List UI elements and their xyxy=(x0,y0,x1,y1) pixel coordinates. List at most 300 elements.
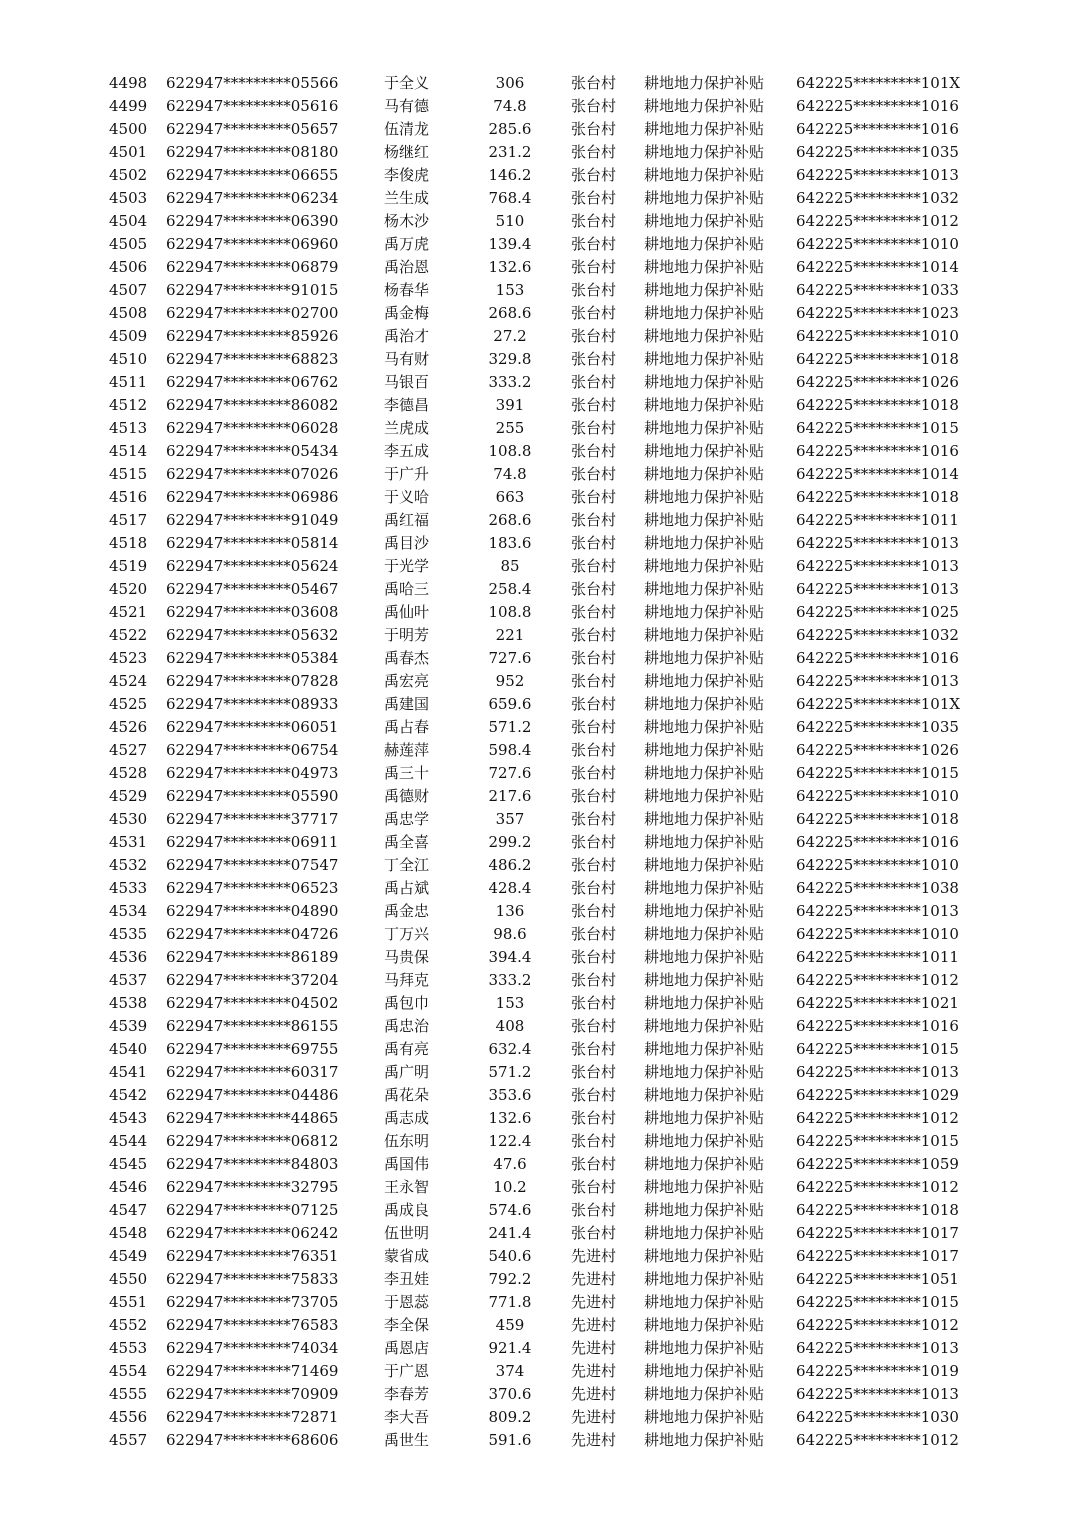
subsidy-type: 耕地地力保护补贴 xyxy=(644,419,765,437)
bank-account: 622947*********08180 xyxy=(166,143,339,161)
row-number: 4539 xyxy=(109,1017,148,1035)
table-row xyxy=(0,95,1074,118)
subsidy-amount: 571.2 xyxy=(488,718,532,736)
subsidy-type: 耕地地力保护补贴 xyxy=(644,1017,765,1035)
village-name: 张台村 xyxy=(571,1040,617,1058)
village-name: 张台村 xyxy=(571,626,617,644)
bank-account: 622947*********84803 xyxy=(166,1155,339,1173)
subsidy-type: 耕地地力保护补贴 xyxy=(644,1040,765,1058)
recipient-name: 丁万兴 xyxy=(384,925,430,943)
village-name: 张台村 xyxy=(571,879,617,897)
village-name: 先进村 xyxy=(571,1339,617,1357)
bank-account: 622947*********06390 xyxy=(166,212,339,230)
table-row xyxy=(0,371,1074,394)
table-row xyxy=(0,647,1074,670)
bank-account: 622947*********07026 xyxy=(166,465,339,483)
id-number: 642225*********1030 xyxy=(796,1408,959,1426)
subsidy-type: 耕地地力保护补贴 xyxy=(644,879,765,897)
subsidy-type: 耕地地力保护补贴 xyxy=(644,396,765,414)
row-number: 4531 xyxy=(109,833,148,851)
table-row xyxy=(0,877,1074,900)
recipient-name: 禹红福 xyxy=(384,511,430,529)
subsidy-table xyxy=(0,72,1074,1452)
village-name: 张台村 xyxy=(571,1155,617,1173)
village-name: 张台村 xyxy=(571,488,617,506)
subsidy-amount: 428.4 xyxy=(488,879,532,897)
bank-account: 622947*********68606 xyxy=(166,1431,339,1449)
table-row xyxy=(0,762,1074,785)
subsidy-amount: 727.6 xyxy=(488,764,532,782)
subsidy-type: 耕地地力保护补贴 xyxy=(644,833,765,851)
table-row xyxy=(0,210,1074,233)
subsidy-amount: 771.8 xyxy=(488,1293,532,1311)
recipient-name: 于光学 xyxy=(384,557,430,575)
row-number: 4510 xyxy=(109,350,148,368)
recipient-name: 于广恩 xyxy=(384,1362,430,1380)
recipient-name: 伍清龙 xyxy=(384,120,430,138)
bank-account: 622947*********07828 xyxy=(166,672,339,690)
row-number: 4544 xyxy=(109,1132,148,1150)
row-number: 4504 xyxy=(109,212,148,230)
id-number: 642225*********1011 xyxy=(796,511,959,529)
table-row xyxy=(0,601,1074,624)
subsidy-amount: 27.2 xyxy=(493,327,527,345)
table-row xyxy=(0,1061,1074,1084)
id-number: 642225*********1011 xyxy=(796,948,959,966)
row-number: 4506 xyxy=(109,258,148,276)
recipient-name: 禹包巾 xyxy=(384,994,430,1012)
id-number: 642225*********1032 xyxy=(796,626,959,644)
recipient-name: 马银百 xyxy=(384,373,430,391)
village-name: 张台村 xyxy=(571,1086,617,1104)
recipient-name: 禹金梅 xyxy=(384,304,430,322)
id-number: 642225*********1017 xyxy=(796,1247,959,1265)
subsidy-type: 耕地地力保护补贴 xyxy=(644,1316,765,1334)
bank-account: 622947*********04502 xyxy=(166,994,339,1012)
id-number: 642225*********1018 xyxy=(796,810,959,828)
table-row xyxy=(0,256,1074,279)
table-row xyxy=(0,509,1074,532)
bank-account: 622947*********86189 xyxy=(166,948,339,966)
subsidy-type: 耕地地力保护补贴 xyxy=(644,649,765,667)
village-name: 张台村 xyxy=(571,534,617,552)
village-name: 张台村 xyxy=(571,695,617,713)
bank-account: 622947*********04973 xyxy=(166,764,339,782)
subsidy-amount: 153 xyxy=(495,281,525,299)
subsidy-amount: 663 xyxy=(495,488,525,506)
recipient-name: 禹忠治 xyxy=(384,1017,430,1035)
recipient-name: 丁全江 xyxy=(384,856,430,874)
recipient-name: 于全义 xyxy=(384,74,430,92)
subsidy-type: 耕地地力保护补贴 xyxy=(644,166,765,184)
subsidy-type: 耕地地力保护补贴 xyxy=(644,120,765,138)
bank-account: 622947*********05657 xyxy=(166,120,339,138)
subsidy-amount: 408 xyxy=(495,1017,525,1035)
table-row xyxy=(0,1130,1074,1153)
table-row xyxy=(0,1015,1074,1038)
bank-account: 622947*********73705 xyxy=(166,1293,339,1311)
row-number: 4537 xyxy=(109,971,148,989)
village-name: 先进村 xyxy=(571,1247,617,1265)
subsidy-amount: 98.6 xyxy=(493,925,527,943)
subsidy-type: 耕地地力保护补贴 xyxy=(644,74,765,92)
table-row xyxy=(0,417,1074,440)
id-number: 642225*********1015 xyxy=(796,1293,959,1311)
subsidy-type: 耕地地力保护补贴 xyxy=(644,1293,765,1311)
id-number: 642225*********1012 xyxy=(796,1109,959,1127)
recipient-name: 马有德 xyxy=(384,97,430,115)
bank-account: 622947*********68823 xyxy=(166,350,339,368)
bank-account: 622947*********86082 xyxy=(166,396,339,414)
recipient-name: 马拜克 xyxy=(384,971,430,989)
subsidy-amount: 571.2 xyxy=(488,1063,532,1081)
subsidy-type: 耕地地力保护补贴 xyxy=(644,994,765,1012)
row-number: 4536 xyxy=(109,948,148,966)
bank-account: 622947*********05384 xyxy=(166,649,339,667)
row-number: 4522 xyxy=(109,626,148,644)
bank-account: 622947*********06051 xyxy=(166,718,339,736)
village-name: 张台村 xyxy=(571,327,617,345)
subsidy-type: 耕地地力保护补贴 xyxy=(644,1362,765,1380)
subsidy-type: 耕地地力保护补贴 xyxy=(644,741,765,759)
subsidy-amount: 574.6 xyxy=(488,1201,532,1219)
recipient-name: 兰虎成 xyxy=(384,419,430,437)
id-number: 642225*********1012 xyxy=(796,1431,959,1449)
village-name: 张台村 xyxy=(571,1132,617,1150)
bank-account: 622947*********06960 xyxy=(166,235,339,253)
id-number: 642225*********1038 xyxy=(796,879,959,897)
bank-account: 622947*********05566 xyxy=(166,74,339,92)
table-row xyxy=(0,118,1074,141)
village-name: 张台村 xyxy=(571,603,617,621)
id-number: 642225*********1010 xyxy=(796,787,959,805)
recipient-name: 于义哈 xyxy=(384,488,430,506)
table-row xyxy=(0,72,1074,95)
village-name: 张台村 xyxy=(571,258,617,276)
subsidy-type: 耕地地力保护补贴 xyxy=(644,626,765,644)
id-number: 642225*********1035 xyxy=(796,143,959,161)
id-number: 642225*********1010 xyxy=(796,327,959,345)
subsidy-amount: 391 xyxy=(495,396,525,414)
table-row xyxy=(0,555,1074,578)
bank-account: 622947*********06986 xyxy=(166,488,339,506)
bank-account: 622947*********08933 xyxy=(166,695,339,713)
subsidy-type: 耕地地力保护补贴 xyxy=(644,810,765,828)
id-number: 642225*********1010 xyxy=(796,235,959,253)
subsidy-type: 耕地地力保护补贴 xyxy=(644,1109,765,1127)
subsidy-type: 耕地地力保护补贴 xyxy=(644,672,765,690)
bank-account: 622947*********91015 xyxy=(166,281,339,299)
subsidy-amount: 108.8 xyxy=(488,603,532,621)
subsidy-amount: 241.4 xyxy=(488,1224,532,1242)
village-name: 张台村 xyxy=(571,511,617,529)
recipient-name: 蒙省成 xyxy=(384,1247,430,1265)
table-row xyxy=(0,394,1074,417)
bank-account: 622947*********04726 xyxy=(166,925,339,943)
bank-account: 622947*********85926 xyxy=(166,327,339,345)
bank-account: 622947*********70909 xyxy=(166,1385,339,1403)
row-number: 4514 xyxy=(109,442,148,460)
village-name: 张台村 xyxy=(571,718,617,736)
row-number: 4527 xyxy=(109,741,148,759)
village-name: 张台村 xyxy=(571,764,617,782)
recipient-name: 王永智 xyxy=(384,1178,430,1196)
id-number: 642225*********1013 xyxy=(796,1385,959,1403)
id-number: 642225*********1026 xyxy=(796,741,959,759)
village-name: 张台村 xyxy=(571,1178,617,1196)
subsidy-amount: 268.6 xyxy=(488,304,532,322)
village-name: 张台村 xyxy=(571,580,617,598)
village-name: 张台村 xyxy=(571,833,617,851)
subsidy-type: 耕地地力保护补贴 xyxy=(644,1063,765,1081)
table-row xyxy=(0,923,1074,946)
row-number: 4530 xyxy=(109,810,148,828)
id-number: 642225*********1018 xyxy=(796,396,959,414)
village-name: 张台村 xyxy=(571,948,617,966)
recipient-name: 禹全喜 xyxy=(384,833,430,851)
id-number: 642225*********1015 xyxy=(796,1132,959,1150)
table-row xyxy=(0,532,1074,555)
village-name: 先进村 xyxy=(571,1431,617,1449)
id-number: 642225*********1018 xyxy=(796,1201,959,1219)
table-row xyxy=(0,1429,1074,1452)
bank-account: 622947*********71469 xyxy=(166,1362,339,1380)
table-row xyxy=(0,1107,1074,1130)
id-number: 642225*********1033 xyxy=(796,281,959,299)
subsidy-type: 耕地地力保护补贴 xyxy=(644,603,765,621)
village-name: 张台村 xyxy=(571,971,617,989)
recipient-name: 赫莲萍 xyxy=(384,741,430,759)
village-name: 张台村 xyxy=(571,350,617,368)
table-row xyxy=(0,578,1074,601)
subsidy-amount: 85 xyxy=(500,557,520,575)
id-number: 642225*********1059 xyxy=(796,1155,959,1173)
bank-account: 622947*********06234 xyxy=(166,189,339,207)
subsidy-amount: 591.6 xyxy=(488,1431,532,1449)
village-name: 张台村 xyxy=(571,120,617,138)
id-number: 642225*********1015 xyxy=(796,419,959,437)
id-number: 642225*********1013 xyxy=(796,672,959,690)
recipient-name: 李俊虎 xyxy=(384,166,430,184)
row-number: 4548 xyxy=(109,1224,148,1242)
row-number: 4508 xyxy=(109,304,148,322)
subsidy-type: 耕地地力保护补贴 xyxy=(644,281,765,299)
bank-account: 622947*********76583 xyxy=(166,1316,339,1334)
table-row xyxy=(0,1176,1074,1199)
row-number: 4529 xyxy=(109,787,148,805)
bank-account: 622947*********04486 xyxy=(166,1086,339,1104)
recipient-name: 李全保 xyxy=(384,1316,430,1334)
subsidy-type: 耕地地力保护补贴 xyxy=(644,189,765,207)
table-row xyxy=(0,302,1074,325)
recipient-name: 于恩蕊 xyxy=(384,1293,430,1311)
recipient-name: 李丑娃 xyxy=(384,1270,430,1288)
id-number: 642225*********1017 xyxy=(796,1224,959,1242)
subsidy-amount: 122.4 xyxy=(488,1132,532,1150)
recipient-name: 禹占斌 xyxy=(384,879,430,897)
village-name: 张台村 xyxy=(571,143,617,161)
table-row xyxy=(0,348,1074,371)
row-number: 4552 xyxy=(109,1316,148,1334)
subsidy-type: 耕地地力保护补贴 xyxy=(644,350,765,368)
table-row xyxy=(0,233,1074,256)
id-number: 642225*********1023 xyxy=(796,304,959,322)
bank-account: 622947*********05434 xyxy=(166,442,339,460)
subsidy-type: 耕地地力保护补贴 xyxy=(644,235,765,253)
subsidy-type: 耕地地力保护补贴 xyxy=(644,557,765,575)
row-number: 4545 xyxy=(109,1155,148,1173)
table-row xyxy=(0,1245,1074,1268)
row-number: 4525 xyxy=(109,695,148,713)
village-name: 张台村 xyxy=(571,97,617,115)
bank-account: 622947*********05616 xyxy=(166,97,339,115)
recipient-name: 杨继红 xyxy=(384,143,430,161)
bank-account: 622947*********06879 xyxy=(166,258,339,276)
table-row xyxy=(0,693,1074,716)
id-number: 642225*********101X xyxy=(796,74,961,92)
row-number: 4523 xyxy=(109,649,148,667)
recipient-name: 禹金忠 xyxy=(384,902,430,920)
id-number: 642225*********1013 xyxy=(796,166,959,184)
subsidy-type: 耕地地力保护补贴 xyxy=(644,1431,765,1449)
recipient-name: 禹治恩 xyxy=(384,258,430,276)
village-name: 张台村 xyxy=(571,396,617,414)
village-name: 张台村 xyxy=(571,281,617,299)
subsidy-amount: 183.6 xyxy=(488,534,532,552)
subsidy-amount: 47.6 xyxy=(493,1155,527,1173)
row-number: 4519 xyxy=(109,557,148,575)
bank-account: 622947*********06754 xyxy=(166,741,339,759)
table-row xyxy=(0,624,1074,647)
subsidy-amount: 374 xyxy=(495,1362,525,1380)
row-number: 4541 xyxy=(109,1063,148,1081)
subsidy-amount: 659.6 xyxy=(488,695,532,713)
row-number: 4549 xyxy=(109,1247,148,1265)
bank-account: 622947*********60317 xyxy=(166,1063,339,1081)
village-name: 先进村 xyxy=(571,1385,617,1403)
subsidy-amount: 74.8 xyxy=(493,465,527,483)
subsidy-amount: 357 xyxy=(495,810,525,828)
table-row xyxy=(0,946,1074,969)
subsidy-amount: 329.8 xyxy=(488,350,532,368)
id-number: 642225*********1016 xyxy=(796,97,959,115)
subsidy-amount: 268.6 xyxy=(488,511,532,529)
village-name: 张台村 xyxy=(571,1109,617,1127)
subsidy-type: 耕地地力保护补贴 xyxy=(644,787,765,805)
table-row xyxy=(0,785,1074,808)
row-number: 4551 xyxy=(109,1293,148,1311)
subsidy-amount: 540.6 xyxy=(488,1247,532,1265)
village-name: 张台村 xyxy=(571,373,617,391)
row-number: 4511 xyxy=(109,373,148,391)
recipient-name: 禹哈三 xyxy=(384,580,430,598)
recipient-name: 李大吾 xyxy=(384,1408,430,1426)
village-name: 先进村 xyxy=(571,1270,617,1288)
subsidy-type: 耕地地力保护补贴 xyxy=(644,1086,765,1104)
table-row xyxy=(0,440,1074,463)
row-number: 4554 xyxy=(109,1362,148,1380)
village-name: 先进村 xyxy=(571,1293,617,1311)
recipient-name: 禹成良 xyxy=(384,1201,430,1219)
bank-account: 622947*********07547 xyxy=(166,856,339,874)
table-row xyxy=(0,992,1074,1015)
subsidy-type: 耕地地力保护补贴 xyxy=(644,764,765,782)
id-number: 642225*********1012 xyxy=(796,212,959,230)
id-number: 642225*********1016 xyxy=(796,649,959,667)
id-number: 642225*********1016 xyxy=(796,120,959,138)
id-number: 642225*********1012 xyxy=(796,1178,959,1196)
village-name: 张台村 xyxy=(571,649,617,667)
table-row xyxy=(0,187,1074,210)
village-name: 张台村 xyxy=(571,902,617,920)
village-name: 张台村 xyxy=(571,235,617,253)
village-name: 张台村 xyxy=(571,856,617,874)
recipient-name: 禹有亮 xyxy=(384,1040,430,1058)
id-number: 642225*********1010 xyxy=(796,925,959,943)
row-number: 4507 xyxy=(109,281,148,299)
id-number: 642225*********1032 xyxy=(796,189,959,207)
subsidy-amount: 231.2 xyxy=(488,143,532,161)
subsidy-type: 耕地地力保护补贴 xyxy=(644,1339,765,1357)
table-row xyxy=(0,1360,1074,1383)
subsidy-amount: 768.4 xyxy=(488,189,532,207)
recipient-name: 禹仙叶 xyxy=(384,603,430,621)
table-row xyxy=(0,969,1074,992)
village-name: 张台村 xyxy=(571,419,617,437)
id-number: 642225*********1026 xyxy=(796,373,959,391)
subsidy-type: 耕地地力保护补贴 xyxy=(644,1132,765,1150)
id-number: 642225*********1013 xyxy=(796,557,959,575)
subsidy-type: 耕地地力保护补贴 xyxy=(644,1224,765,1242)
subsidy-type: 耕地地力保护补贴 xyxy=(644,258,765,276)
bank-account: 622947*********37204 xyxy=(166,971,339,989)
bank-account: 622947*********37717 xyxy=(166,810,339,828)
table-row xyxy=(0,739,1074,762)
id-number: 642225*********1013 xyxy=(796,902,959,920)
subsidy-type: 耕地地力保护补贴 xyxy=(644,718,765,736)
bank-account: 622947*********05590 xyxy=(166,787,339,805)
id-number: 642225*********1014 xyxy=(796,258,959,276)
table-row xyxy=(0,1314,1074,1337)
recipient-name: 杨春华 xyxy=(384,281,430,299)
table-row xyxy=(0,670,1074,693)
subsidy-type: 耕地地力保护补贴 xyxy=(644,1247,765,1265)
subsidy-type: 耕地地力保护补贴 xyxy=(644,925,765,943)
id-number: 642225*********1015 xyxy=(796,764,959,782)
recipient-name: 禹德财 xyxy=(384,787,430,805)
bank-account: 622947*********86155 xyxy=(166,1017,339,1035)
id-number: 642225*********1012 xyxy=(796,971,959,989)
bank-account: 622947*********44865 xyxy=(166,1109,339,1127)
recipient-name: 禹万虎 xyxy=(384,235,430,253)
row-number: 4553 xyxy=(109,1339,148,1357)
recipient-name: 禹春杰 xyxy=(384,649,430,667)
row-number: 4543 xyxy=(109,1109,148,1127)
id-number: 642225*********1018 xyxy=(796,350,959,368)
id-number: 642225*********1016 xyxy=(796,1017,959,1035)
subsidy-type: 耕地地力保护补贴 xyxy=(644,971,765,989)
bank-account: 622947*********06523 xyxy=(166,879,339,897)
row-number: 4515 xyxy=(109,465,148,483)
recipient-name: 禹治才 xyxy=(384,327,430,345)
village-name: 张台村 xyxy=(571,1201,617,1219)
id-number: 642225*********1035 xyxy=(796,718,959,736)
recipient-name: 李春芳 xyxy=(384,1385,430,1403)
subsidy-type: 耕地地力保护补贴 xyxy=(644,1270,765,1288)
row-number: 4516 xyxy=(109,488,148,506)
village-name: 张台村 xyxy=(571,557,617,575)
row-number: 4535 xyxy=(109,925,148,943)
